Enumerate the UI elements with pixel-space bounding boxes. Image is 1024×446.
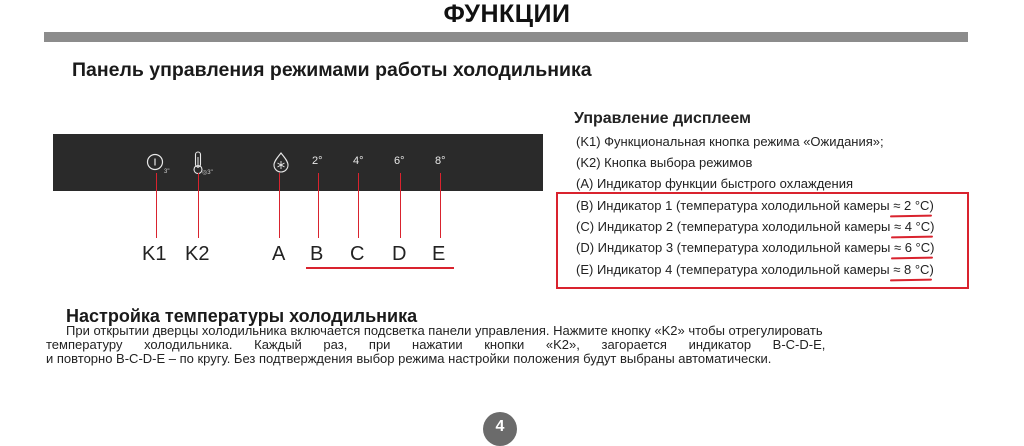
- fast-cool-icon: [272, 152, 290, 174]
- section-title: Панель управления режимами работы холодильника: [72, 59, 592, 81]
- list-item-a: (A) Индикатор функции быстрого охлаждения: [576, 176, 853, 191]
- list-item-b: (B) Индикатор 1 (температура холодильной камеры ≈ 2 °C): [576, 198, 934, 213]
- list-item-e: (E) Индикатор 4 (температура холодильной камеры ≈ 8 °C): [576, 262, 934, 277]
- temp-label-4: 4°: [353, 155, 364, 167]
- list-item-d: (D) Индикатор 3 (температура холодильной камеры ≈ 6 °C): [576, 240, 935, 255]
- bcde-underline: [306, 267, 454, 269]
- list-item-k2: (K2) Кнопка выбора режимов: [576, 155, 753, 170]
- paragraph-line: При открытии дверцы холодильника включается подсветка панели управления. Нажмите кнопку «K2» чтобы отрегулировать: [66, 323, 823, 338]
- leader-line-e: [440, 173, 441, 238]
- leader-line-k1: [156, 173, 157, 238]
- leader-line-c: [358, 173, 359, 238]
- value-e: ≈ 8 °C: [893, 262, 930, 277]
- callout-k2: K2: [185, 243, 210, 265]
- paragraph-line: температуру холодильника. Каждый раз, при нажатии кнопки «K2», загорается индикатор B-C-D-E,: [46, 337, 826, 352]
- callout-c: C: [350, 243, 365, 265]
- temp-label-8: 8°: [435, 155, 446, 167]
- paragraph-line: и повторно B-C-D-E – по кругу. Без подтверждения выбор режима настройки положения будут выбраны автоматически.: [46, 351, 772, 366]
- callout-k1: K1: [142, 243, 167, 265]
- leader-line-d: [400, 173, 401, 238]
- leader-line-b: [318, 173, 319, 238]
- k1-sub-label: 3": [164, 169, 170, 175]
- header-divider: [44, 32, 968, 42]
- k2-sub-label: ◎3": [202, 170, 213, 176]
- list-item-c: (C) Индикатор 2 (температура холодильной камеры ≈ 4 °C): [576, 219, 935, 234]
- leader-line-k2: [198, 173, 199, 238]
- leader-line-a: [279, 173, 280, 238]
- value-d: ≈ 6 °C: [893, 240, 931, 255]
- callout-e: E: [432, 243, 446, 265]
- callout-d: D: [392, 243, 407, 265]
- page-title: ФУНКЦИИ: [443, 0, 571, 28]
- temp-label-6: 6°: [394, 155, 405, 167]
- control-panel: [53, 134, 543, 191]
- callout-b: B: [310, 243, 324, 265]
- callout-a: A: [272, 243, 286, 265]
- value-c: ≈ 4 °C: [893, 219, 931, 234]
- temp-label-2: 2°: [312, 155, 323, 167]
- value-b: ≈ 2 °C: [893, 198, 930, 213]
- list-item-k1: (K1) Функциональная кнопка режима «Ожидания»;: [576, 134, 884, 149]
- display-mgmt-title: Управление дисплеем: [574, 110, 751, 127]
- temp-setting-paragraph: [46, 324, 968, 366]
- temp-setting-title: Настройка температуры холодильника: [66, 306, 418, 326]
- page-number: 4: [483, 412, 517, 446]
- standby-icon: [146, 153, 166, 173]
